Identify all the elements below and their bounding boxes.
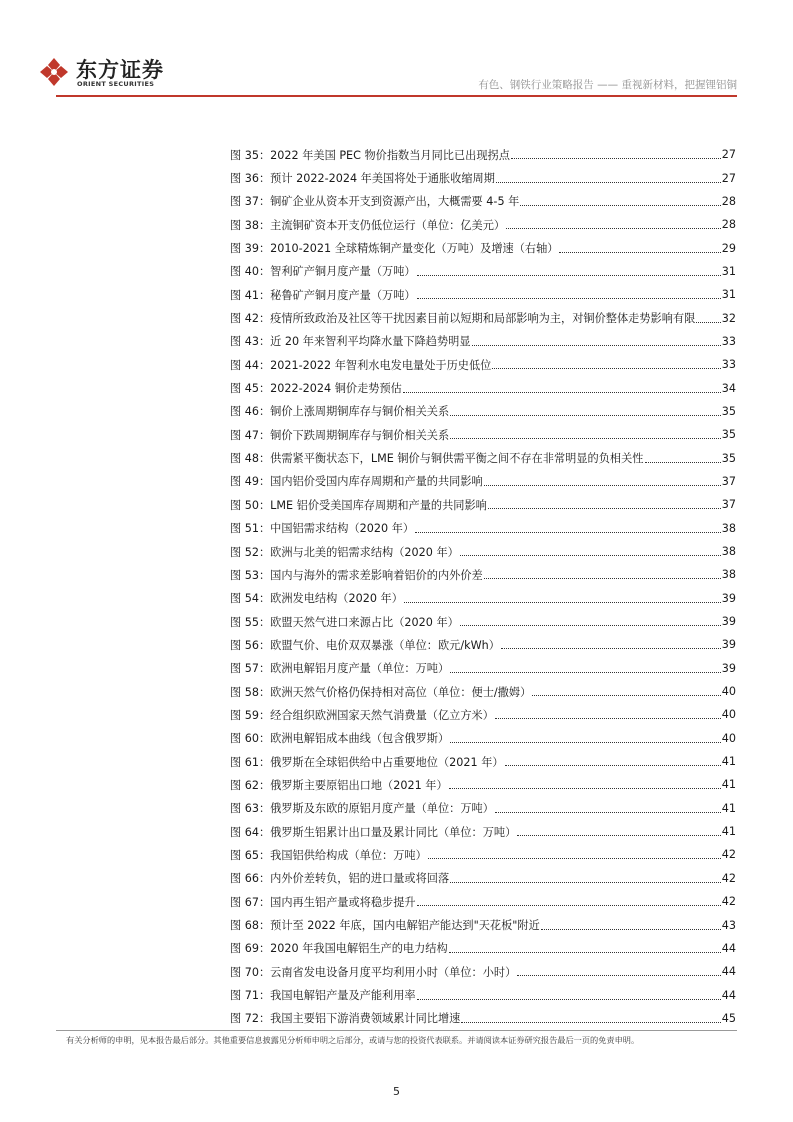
toc-entry-page: 42: [721, 848, 736, 862]
toc-entry-page: 45: [721, 1011, 736, 1025]
toc-entry[interactable]: [230, 843, 736, 866]
toc-entry-label: 图 37：铜矿企业从资本开支到资源产出，大概需要 4-5 年: [230, 195, 520, 209]
toc-leader-dots: [417, 275, 721, 276]
toc-entry-label: 图 57：欧洲电解铝月度产量（单位：万吨）: [230, 662, 450, 676]
toc-leader-dots: [492, 368, 720, 369]
toc-entry[interactable]: [230, 633, 736, 656]
toc-entry-label: 图 42：疫情所致政治及社区等干扰因素目前以短期和局部影响为主，对铜价整体走势影响有限: [230, 312, 696, 326]
toc-entry-page: 40: [721, 708, 736, 722]
toc-entry-label: 图 49：国内铝价受国内库存周期和产量的共同影响: [230, 475, 483, 489]
toc-entry-page: 33: [721, 334, 736, 348]
toc-entry-page: 31: [721, 264, 736, 278]
toc-entry-label: 图 36：预计 2022-2024 年美国将处于通胀收缩周期: [230, 172, 495, 186]
toc-entry-page: 41: [721, 755, 736, 769]
toc-entry-page: 44: [721, 988, 736, 1002]
toc-leader-dots: [460, 555, 721, 556]
toc-leader-dots: [461, 1022, 720, 1023]
toc-entry-page: 34: [721, 381, 736, 395]
toc-leader-dots: [645, 462, 721, 463]
header-divider: [56, 95, 737, 97]
toc-leader-dots: [541, 929, 721, 930]
toc-entry-page: 27: [721, 171, 736, 185]
toc-entry-label: 图 59：经合组织欧洲国家天然气消费量（亿立方米）: [230, 708, 494, 722]
toc-entry-label: 图 50：LME 铝价受美国库存周期和产量的共同影响: [230, 498, 487, 512]
toc-entry[interactable]: [230, 540, 736, 563]
footer-disclaimer: 有关分析师的申明，见本报告最后部分。其他重要信息披露见分析师申明之后部分，或请与您的投资代表联系。并请阅读本证券研究报告最后一页的免责申明。: [66, 1035, 640, 1045]
toc-entry[interactable]: [230, 703, 736, 726]
toc-entry-label: 图 64：俄罗斯生铝累计出口量及累计同比（单位：万吨）: [230, 825, 517, 839]
toc-entry[interactable]: [230, 913, 736, 936]
toc-leader-dots: [484, 485, 721, 486]
toc-entry[interactable]: [230, 236, 736, 259]
toc-entry-page: 28: [721, 194, 736, 208]
logo-chinese-name: 东方证券: [76, 58, 164, 82]
toc-entry-label: 图 39：2010-2021 全球精炼铜产量变化（万吨）及增速（右轴）: [230, 242, 559, 256]
toc-entry-label: 图 35：2022 年美国 PEC 物价指数当月同比已出现拐点: [230, 148, 510, 162]
toc-entry-label: 图 55：欧盟天然气进口来源占比（2020 年）: [230, 615, 459, 629]
toc-leader-dots: [520, 205, 720, 206]
toc-entry-label: 图 47：铜价下跌周期铜库存与铜价相关关系: [230, 428, 450, 442]
toc-leader-dots: [450, 415, 721, 416]
toc-entry-label: 图 52：欧洲与北美的铝需求结构（2020 年）: [230, 545, 459, 559]
toc-entry-page: 41: [721, 825, 736, 839]
toc-leader-dots: [449, 788, 721, 789]
toc-entry[interactable]: [230, 587, 736, 610]
toc-entry-page: 31: [721, 288, 736, 302]
toc-entry-label: 图 71：我国电解铝产量及产能利用率: [230, 989, 416, 1003]
toc-entry[interactable]: [230, 330, 736, 353]
toc-entry-label: 图 62：俄罗斯主要原铝出口地（2021 年）: [230, 778, 448, 792]
toc-entry-label: 图 66：内外价差转负，铝的进口量或将回落: [230, 872, 450, 886]
toc-leader-dots: [428, 858, 721, 859]
toc-entry-label: 图 69：2020 年我国电解铝生产的电力结构: [230, 942, 448, 956]
toc-entry-page: 35: [721, 428, 736, 442]
toc-entry[interactable]: [230, 797, 736, 820]
toc-entry-page: 39: [721, 591, 736, 605]
toc-entry-page: 39: [721, 661, 736, 675]
toc-leader-dots: [460, 625, 721, 626]
toc-entry-label: 图 38：主流铜矿资本开支仍低位运行（单位：亿美元）: [230, 218, 506, 232]
toc-entry[interactable]: [230, 283, 736, 306]
toc-entry-page: 40: [721, 685, 736, 699]
toc-entry[interactable]: [230, 960, 736, 983]
toc-entry[interactable]: [230, 820, 736, 843]
toc-leader-dots: [404, 602, 721, 603]
company-logo: [38, 52, 170, 92]
toc-entry-label: 图 53：国内与海外的需求差影响着铝价的内外价差: [230, 568, 483, 582]
toc-entry[interactable]: [230, 213, 736, 236]
toc-leader-dots: [403, 392, 721, 393]
toc-entry[interactable]: [230, 750, 736, 773]
toc-entry-label: 图 54：欧洲发电结构（2020 年）: [230, 592, 403, 606]
toc-leader-dots: [417, 298, 721, 299]
toc-entry[interactable]: [230, 400, 736, 423]
toc-entry-page: 41: [721, 778, 736, 792]
toc-entry[interactable]: [230, 773, 736, 796]
toc-leader-dots: [496, 182, 721, 183]
toc-entry[interactable]: [230, 983, 736, 1006]
toc-entry-label: 图 46：铜价上涨周期铜库存与铜价相关关系: [230, 405, 450, 419]
toc-entry[interactable]: [230, 190, 736, 213]
toc-entry-page: 28: [721, 218, 736, 232]
toc-leader-dots: [505, 765, 721, 766]
toc-entry[interactable]: [230, 563, 736, 586]
toc-leader-dots: [517, 975, 720, 976]
toc-entry-page: 40: [721, 731, 736, 745]
toc-leader-dots: [506, 228, 721, 229]
toc-entry-label: 图 63：俄罗斯及东欧的原铝月度产量（单位：万吨）: [230, 802, 494, 816]
toc-entry[interactable]: [230, 423, 736, 446]
toc-entry-label: 图 72：我国主要铝下游消费领域累计同比增速: [230, 1012, 461, 1026]
toc-leader-dots: [450, 742, 721, 743]
toc-entry-page: 42: [721, 895, 736, 909]
toc-leader-dots: [495, 812, 721, 813]
toc-entry-page: 38: [721, 568, 736, 582]
toc-leader-dots: [450, 672, 721, 673]
toc-entry-label: 图 56：欧盟气价、电价双双暴涨（单位：欧元/kWh）: [230, 638, 500, 652]
toc-entry-label: 图 60：欧洲电解铝成本曲线（包含俄罗斯）: [230, 732, 450, 746]
toc-entry-page: 37: [721, 474, 736, 488]
toc-entry[interactable]: [230, 353, 736, 376]
toc-entry-page: 44: [721, 965, 736, 979]
toc-entry-page: 39: [721, 638, 736, 652]
toc-leader-dots: [511, 158, 721, 159]
figure-list: [230, 143, 736, 1030]
toc-entry[interactable]: [230, 446, 736, 469]
toc-entry-label: 图 61：俄罗斯在全球铝供给中占重要地位（2021 年）: [230, 755, 504, 769]
toc-entry-label: 图 41：秘鲁矿产铜月度产量（万吨）: [230, 288, 416, 302]
toc-entry[interactable]: [230, 306, 736, 329]
toc-entry[interactable]: [230, 143, 736, 166]
toc-leader-dots: [417, 905, 721, 906]
toc-entry-page: 29: [721, 241, 736, 255]
toc-entry[interactable]: [230, 867, 736, 890]
logo-english-name: ORIENT SECURITIES: [77, 80, 155, 88]
toc-entry[interactable]: [230, 727, 736, 750]
toc-entry-label: 图 48：供需紧平衡状态下，LME 铜价与铜供需平衡之间不存在非常明显的负相关性: [230, 452, 644, 466]
orient-logo-icon: [38, 56, 70, 88]
toc-entry[interactable]: [230, 493, 736, 516]
toc-entry[interactable]: [230, 610, 736, 633]
toc-leader-dots: [696, 322, 720, 323]
toc-entry[interactable]: [230, 937, 736, 960]
toc-entry-page: 42: [721, 871, 736, 885]
toc-entry-page: 37: [721, 498, 736, 512]
toc-leader-dots: [495, 718, 721, 719]
toc-leader-dots: [501, 648, 721, 649]
toc-entry-page: 33: [721, 358, 736, 372]
toc-leader-dots: [417, 999, 721, 1000]
toc-entry-label: 图 45：2022-2024 铜价走势预估: [230, 382, 402, 396]
toc-entry[interactable]: [230, 657, 736, 680]
toc-entry[interactable]: [230, 470, 736, 493]
toc-entry[interactable]: [230, 517, 736, 540]
toc-entry-page: 43: [721, 918, 736, 932]
toc-entry[interactable]: [230, 1007, 736, 1030]
toc-leader-dots: [532, 695, 720, 696]
toc-leader-dots: [472, 345, 721, 346]
toc-entry[interactable]: [230, 680, 736, 703]
toc-entry-label: 图 51：中国铝需求结构（2020 年）: [230, 522, 415, 536]
toc-entry-label: 图 70：云南省发电设备月度平均利用小时（单位：小时）: [230, 965, 517, 979]
toc-leader-dots: [450, 882, 721, 883]
toc-entry-page: 35: [721, 451, 736, 465]
toc-entry-label: 图 68：预计至 2022 年底，国内电解铝产能达到"天花板"附近: [230, 919, 540, 933]
toc-entry-page: 39: [721, 615, 736, 629]
toc-entry-label: 图 65：我国铝供给构成（单位：万吨）: [230, 848, 427, 862]
toc-leader-dots: [488, 508, 721, 509]
toc-entry[interactable]: [230, 166, 736, 189]
toc-entry[interactable]: [230, 260, 736, 283]
report-title: 有色、钢铁行业策略报告 —— 重视新材料，把握锂铝铜: [478, 79, 737, 91]
toc-entry-label: 图 43：近 20 年来智利平均降水量下降趋势明显: [230, 335, 471, 349]
toc-leader-dots: [449, 952, 721, 953]
toc-leader-dots: [450, 438, 721, 439]
toc-leader-dots: [415, 532, 721, 533]
toc-entry-page: 44: [721, 941, 736, 955]
toc-entry-page: 38: [721, 545, 736, 559]
toc-entry-page: 41: [721, 801, 736, 815]
toc-entry-page: 32: [721, 311, 736, 325]
page-number: 5: [393, 1085, 400, 1098]
toc-leader-dots: [484, 578, 721, 579]
toc-leader-dots: [559, 252, 720, 253]
toc-entry[interactable]: [230, 376, 736, 399]
toc-entry-page: 38: [721, 521, 736, 535]
toc-entry-label: 图 44：2021-2022 年智利水电发电量处于历史低位: [230, 358, 492, 372]
toc-entry-label: 图 58：欧洲天然气价格仍保持相对高位（单位：便士/撒姆）: [230, 685, 532, 699]
toc-entry-page: 35: [721, 404, 736, 418]
toc-leader-dots: [517, 835, 720, 836]
toc-entry-page: 27: [721, 148, 736, 162]
toc-entry[interactable]: [230, 890, 736, 913]
toc-entry-label: 图 40：智利矿产铜月度产量（万吨）: [230, 265, 416, 279]
footer-divider: [56, 1030, 737, 1031]
toc-entry-label: 图 67：国内再生铝产量或将稳步提升: [230, 895, 416, 909]
